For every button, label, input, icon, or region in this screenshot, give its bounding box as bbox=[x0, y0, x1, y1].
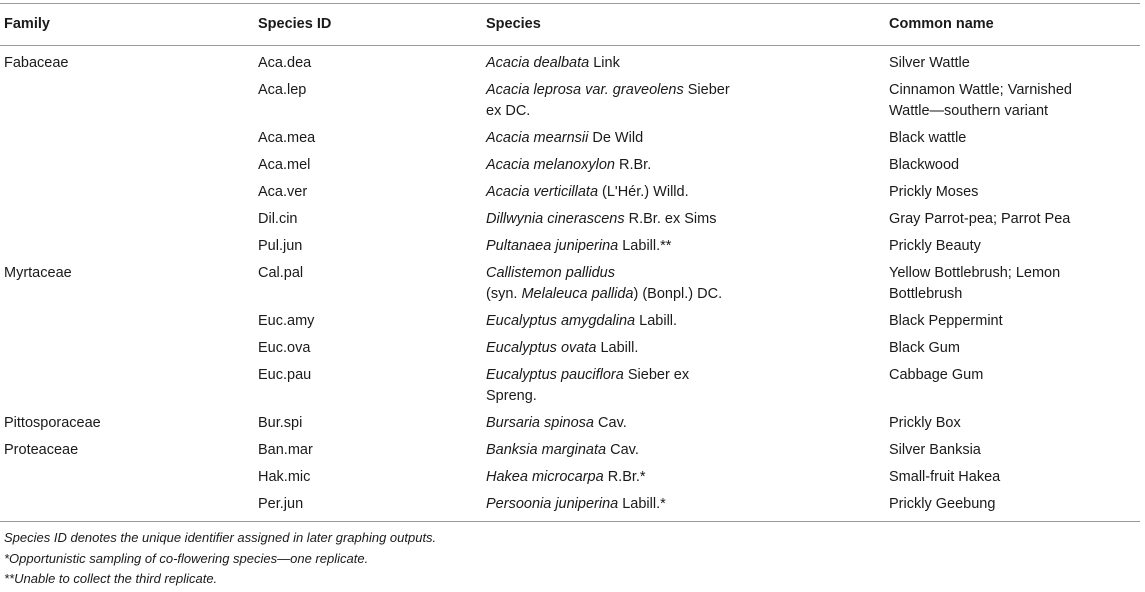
species-name: Banksia marginata bbox=[486, 442, 607, 458]
table-row bbox=[0, 46, 1140, 78]
header-species: Species bbox=[482, 4, 885, 46]
cell-species-id: Euc.ova bbox=[258, 340, 311, 356]
cell-common-name: Blackwood bbox=[889, 157, 960, 173]
species-authority: Sieber ex Spreng. bbox=[486, 367, 690, 404]
table-row bbox=[0, 410, 1140, 437]
species-name: Acacia melanoxylon bbox=[486, 157, 615, 173]
footnote-species-id: Species ID denotes the unique identifier assigned in later graphing outputs. bbox=[4, 530, 437, 545]
cell-family: Proteaceae bbox=[4, 442, 79, 458]
cell-family bbox=[0, 491, 254, 522]
cell-species-id: Hak.mic bbox=[258, 469, 311, 485]
cell-common-name: Small-fruit Hakea bbox=[889, 469, 1001, 485]
table-row bbox=[0, 152, 1140, 179]
table-row bbox=[0, 491, 1140, 522]
cell-common-name: Cabbage Gum bbox=[889, 367, 984, 383]
cell-species bbox=[482, 77, 885, 125]
cell-family: Pittosporaceae bbox=[4, 415, 101, 431]
cell-common-name: Silver Wattle bbox=[889, 55, 970, 71]
cell-species bbox=[482, 437, 885, 464]
cell-common-name: Prickly Moses bbox=[889, 184, 979, 200]
species-synonym-authority: ) (Bonpl.) DC. bbox=[633, 286, 723, 302]
cell-common-name: Black wattle bbox=[889, 130, 967, 146]
cell-common-name: Prickly Geebung bbox=[885, 491, 1140, 522]
cell-species-id: Aca.lep bbox=[258, 82, 307, 98]
species-authority: Labill.** bbox=[618, 238, 672, 254]
cell-common-name: Prickly Beauty bbox=[889, 238, 981, 254]
header-common-name: Common name bbox=[885, 4, 1140, 46]
species-authority: R.Br. bbox=[614, 157, 652, 173]
table-row bbox=[0, 308, 1140, 335]
species-name: Eucalyptus pauciflora bbox=[486, 367, 624, 383]
species-authority: Sieber ex DC. bbox=[486, 82, 730, 119]
cell-family bbox=[0, 308, 254, 335]
species-name: Eucalyptus ovata bbox=[486, 340, 597, 356]
cell-species bbox=[482, 491, 885, 522]
cell-species bbox=[482, 233, 885, 260]
footnote-double-asterisk: **Unable to collect the third replicate. bbox=[4, 571, 218, 586]
cell-species bbox=[482, 464, 885, 491]
cell-family bbox=[0, 362, 254, 410]
table-row bbox=[0, 464, 1140, 491]
cell-family: Fabaceae bbox=[4, 55, 69, 71]
cell-family bbox=[0, 233, 254, 260]
cell-species bbox=[482, 125, 885, 152]
cell-species bbox=[482, 260, 885, 308]
table-row bbox=[0, 437, 1140, 464]
cell-species bbox=[482, 410, 885, 437]
cell-species-id: Aca.ver bbox=[258, 184, 308, 200]
table-header bbox=[0, 4, 1140, 46]
table-row bbox=[0, 179, 1140, 206]
species-name: Acacia verticillata bbox=[486, 184, 599, 200]
cell-common-name: Black Peppermint bbox=[889, 313, 1003, 329]
species-authority: R.Br. ex Sims bbox=[624, 211, 717, 227]
cell-common-name: Yellow Bottlebrush; Lemon Bottlebrush bbox=[889, 265, 1061, 302]
cell-species bbox=[482, 179, 885, 206]
species-authority: Cav. bbox=[606, 442, 639, 458]
species-name: Persoonia juniperina bbox=[486, 496, 619, 512]
table-row bbox=[0, 233, 1140, 260]
cell-species bbox=[482, 362, 885, 410]
species-authority: De Wild bbox=[588, 130, 644, 146]
cell-common-name: Gray Parrot-pea; Parrot Pea bbox=[889, 211, 1071, 227]
species-name: Dillwynia cinerascens bbox=[486, 211, 625, 227]
cell-species-id: Pul.jun bbox=[258, 238, 303, 254]
species-authority: Cav. bbox=[594, 415, 627, 431]
species-name: Acacia mearnsii bbox=[486, 130, 589, 146]
cell-common-name: Prickly Box bbox=[889, 415, 961, 431]
species-authority: Labill. bbox=[596, 340, 639, 356]
species-synonym: Melaleuca pallida bbox=[521, 286, 634, 302]
cell-species-id: Aca.mea bbox=[258, 130, 316, 146]
table-row bbox=[0, 362, 1140, 410]
cell-family bbox=[0, 152, 254, 179]
species-name: Eucalyptus amygdalina bbox=[486, 313, 636, 329]
species-name: Hakea microcarpa bbox=[486, 469, 604, 485]
cell-family bbox=[0, 77, 254, 125]
cell-family bbox=[0, 125, 254, 152]
species-authority: Labill. bbox=[635, 313, 678, 329]
cell-species-id: Aca.mel bbox=[258, 157, 311, 173]
cell-family bbox=[0, 335, 254, 362]
species-name: Bursaria spinosa bbox=[486, 415, 594, 431]
table-row bbox=[0, 125, 1140, 152]
table-row bbox=[0, 335, 1140, 362]
cell-species bbox=[482, 206, 885, 233]
cell-family bbox=[0, 206, 254, 233]
header-species-id: Species ID bbox=[254, 4, 482, 46]
cell-common-name: Silver Banksia bbox=[889, 442, 981, 458]
species-name: Pultanaea juniperina bbox=[486, 238, 619, 254]
cell-species bbox=[482, 308, 885, 335]
species-authority: R.Br.* bbox=[603, 469, 646, 485]
cell-common-name: Black Gum bbox=[889, 340, 960, 356]
cell-species-id: Dil.cin bbox=[258, 211, 298, 227]
species-table bbox=[0, 3, 1140, 522]
footnote-single-asterisk: *Opportunistic sampling of co-flowering species—one replicate. bbox=[4, 550, 369, 566]
species-name: Acacia leprosa var. graveolens bbox=[486, 82, 684, 98]
cell-species bbox=[482, 152, 885, 179]
header-row bbox=[0, 4, 1140, 46]
cell-species-id: Aca.dea bbox=[258, 55, 312, 71]
cell-common-name: Cinnamon Wattle; Varnished Wattle—southern variant bbox=[889, 82, 1072, 119]
table-body bbox=[0, 46, 1140, 522]
table-row bbox=[0, 206, 1140, 233]
species-authority: Link bbox=[589, 55, 620, 71]
cell-family bbox=[0, 179, 254, 206]
cell-species-id: Ban.mar bbox=[258, 442, 313, 458]
cell-species-id: Per.jun bbox=[254, 491, 482, 522]
species-name: Acacia dealbata bbox=[486, 55, 590, 71]
header-family: Family bbox=[0, 4, 254, 46]
species-authority: Labill.* bbox=[618, 496, 666, 512]
table-row bbox=[0, 260, 1140, 308]
cell-species bbox=[482, 46, 885, 78]
species-synonym-prefix: (syn. bbox=[486, 286, 522, 302]
species-name: Callistemon pallidus bbox=[486, 265, 615, 281]
cell-family bbox=[0, 464, 254, 491]
cell-species bbox=[482, 335, 885, 362]
cell-species-id: Euc.pau bbox=[258, 367, 312, 383]
species-authority: (L'Hér.) Willd. bbox=[598, 184, 689, 200]
cell-species-id: Euc.amy bbox=[258, 313, 315, 329]
cell-species-id: Cal.pal bbox=[258, 265, 304, 281]
cell-species-id: Bur.spi bbox=[258, 415, 303, 431]
table-row bbox=[0, 77, 1140, 125]
table-footnotes bbox=[0, 522, 1145, 590]
cell-family: Myrtaceae bbox=[4, 265, 72, 281]
